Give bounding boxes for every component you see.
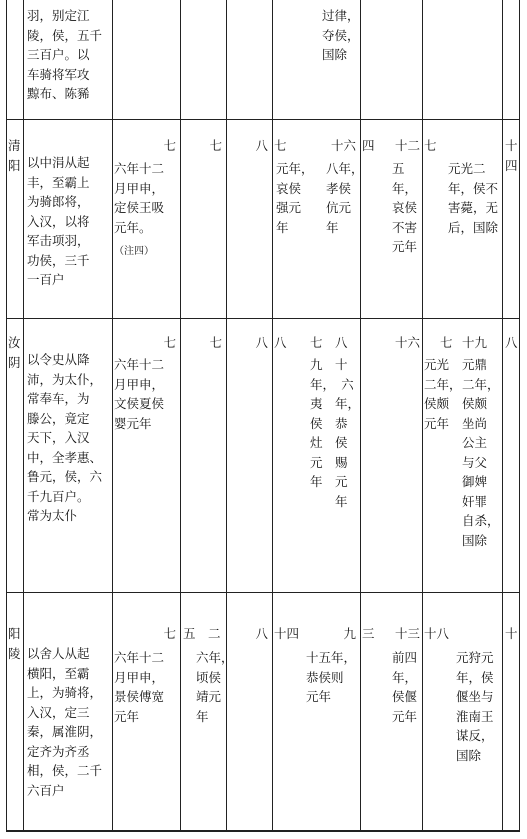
text-line: 夷 年， <box>310 396 361 411</box>
column-rule <box>112 0 113 832</box>
text-line: 常奉车，为 <box>27 391 90 406</box>
text-line: 伉元 <box>326 200 352 215</box>
text-line: 功侯，三千 <box>27 252 90 268</box>
text-line: 鲁元，侯，六 <box>27 469 103 484</box>
jingdi-count: 四 <box>362 138 375 153</box>
column-rule <box>180 0 181 832</box>
text-line: 年 <box>276 219 289 235</box>
text-line: 丰，至霸上 <box>27 174 90 190</box>
reign-cell <box>392 648 417 726</box>
text-line: 元鼎 <box>462 357 488 372</box>
fief-name <box>8 624 21 663</box>
text-line: 为骑郎将， <box>27 194 90 209</box>
text-line: 六年， <box>196 650 234 665</box>
text-line: 一百户 <box>27 272 65 287</box>
text-line: 元年 <box>306 689 332 704</box>
row-rule <box>6 119 520 120</box>
text-line: 陵 <box>8 645 21 661</box>
wendi-count: 七 <box>274 138 287 153</box>
text-line: 上，为骑将， <box>27 685 103 700</box>
text-line: 灶 侯 <box>310 435 348 450</box>
text-line: 六年十二 <box>114 357 165 372</box>
text-line: 孝侯 <box>326 180 352 196</box>
text-line: 年 元 <box>310 474 348 489</box>
reign-cell <box>392 159 417 257</box>
reign-cell <box>456 648 494 765</box>
text-line: 哀侯 <box>392 200 418 215</box>
column-rule <box>502 0 503 832</box>
text-line: 过律， <box>322 8 360 23</box>
text-line: 强元 <box>276 200 302 215</box>
jingdi-count: 三 <box>362 626 375 641</box>
text-line: 阳 <box>8 157 21 173</box>
jingdi-count-2: 十三 <box>394 626 420 641</box>
fief-name <box>8 333 21 372</box>
text-line: 元光二 <box>448 161 486 176</box>
text-line: 六年十二 <box>114 161 165 176</box>
text-line: 自杀， <box>462 513 500 528</box>
text-line: 侯偃 <box>392 689 418 704</box>
text-line: 害薨，无 <box>448 200 499 215</box>
empress-count: 八 <box>255 335 268 350</box>
text-line: 元年 <box>392 239 418 254</box>
text-line: 常为太仆 <box>27 508 78 523</box>
text-line: 天下，入汉 <box>27 430 90 445</box>
text-line: 夺侯， <box>322 27 360 43</box>
empress-count: 八 <box>255 138 268 153</box>
reign-cell <box>424 355 462 433</box>
text-line: 文侯夏侯 <box>114 396 165 411</box>
merit-cell <box>27 644 102 800</box>
reign-cell <box>462 355 500 550</box>
column-rule <box>23 0 24 832</box>
text-line: 月甲申， <box>114 669 165 685</box>
text-line: 年， <box>392 180 418 196</box>
text-line: 哀侯 <box>276 180 302 196</box>
text-line: 年，侯 <box>456 669 494 685</box>
reign-cell <box>310 355 360 511</box>
text-line: 千九百户。 <box>27 488 90 504</box>
text-line: 年 <box>196 708 209 724</box>
text-line: 恭侯则 <box>306 669 344 685</box>
merit-cell <box>27 6 102 104</box>
text-line: 横阳，至霸 <box>27 665 90 681</box>
row-rule <box>6 592 520 593</box>
text-line: 元年 <box>114 708 140 724</box>
text-line: 六百户 <box>27 782 65 798</box>
text-line: 相，侯，二千 <box>27 763 103 778</box>
text-line: 沛，为太仆， <box>27 371 103 387</box>
text-line: 羽，别定江 <box>27 8 90 23</box>
text-line: 年 <box>326 219 339 235</box>
rank-cell: 八 <box>505 335 518 350</box>
huidi-count: 七 <box>209 138 222 153</box>
text-line: 元年 <box>392 708 418 724</box>
text-line: 年，侯不 <box>448 180 499 196</box>
jingdi-count-2: 十二 <box>394 138 420 153</box>
text-line: 国除 <box>322 47 348 62</box>
text-line: 景侯傅宽 <box>114 689 165 704</box>
text-line: 偃坐与 <box>456 689 494 704</box>
column-rule <box>519 0 520 832</box>
reign-cell <box>306 648 356 707</box>
row-rule <box>6 318 520 319</box>
empress-count: 八 <box>255 626 268 641</box>
text-line: 与父 <box>462 454 488 470</box>
huidi-count: 五 二 <box>183 626 221 641</box>
reign-cell <box>326 159 364 237</box>
text-line: 阳 <box>8 626 21 641</box>
wudi-count: 七 <box>424 138 437 153</box>
text-line: 淮南王 <box>456 708 494 724</box>
column-rule <box>6 0 7 832</box>
merit-cell <box>27 350 102 526</box>
column-rule <box>422 0 423 832</box>
fief-name <box>8 136 21 175</box>
text-line: 入汉，定三 <box>27 704 90 720</box>
note-ref: （注四） <box>114 246 154 257</box>
text-line: 元年。 <box>114 219 152 235</box>
column-rule <box>272 0 273 832</box>
reign-cell <box>276 159 314 237</box>
text-line: 公主 <box>462 435 488 450</box>
text-line: 元光 <box>424 357 450 372</box>
reign-cell <box>448 159 498 237</box>
gaozu-count: 七 <box>163 626 176 641</box>
text-line: 军击项羽， <box>27 233 90 248</box>
text-line: 秦，属淮阴， <box>27 724 103 739</box>
reign-cell <box>196 648 234 726</box>
text-line: 元年 <box>424 415 450 431</box>
text-line: 国除 <box>462 532 488 548</box>
text-line: 侯颇 <box>424 396 450 411</box>
text-line: 御婢 <box>462 474 488 489</box>
gaozu-cell <box>114 159 164 237</box>
wendi-count: 十四 <box>274 626 300 641</box>
text-line: 年 <box>310 493 348 509</box>
text-line: 阴 <box>8 354 21 370</box>
gaozu-cell <box>114 355 164 433</box>
rank-cell: 十 <box>505 626 518 641</box>
text-line: 车骑将军攻 <box>27 66 90 82</box>
text-line: 定侯王吸 <box>114 200 165 215</box>
rank-cell: 十四 <box>505 138 518 173</box>
text-line: 婴元年 <box>114 415 152 431</box>
reign-cell <box>322 6 360 65</box>
text-line: 靖元 <box>196 689 222 704</box>
wudi-count-2: 十九 <box>462 335 488 350</box>
gaozu-cell <box>114 648 164 726</box>
jingdi-count-2: 十六 <box>394 335 420 350</box>
text-line: 以中涓从起 <box>27 155 90 170</box>
huidi-count: 七 <box>209 335 222 350</box>
text-line: 月甲申， <box>114 376 165 392</box>
row-rule <box>6 830 520 832</box>
text-line: 年， 六 <box>310 376 354 392</box>
text-line: 国除 <box>456 747 482 763</box>
text-line: 元年， <box>276 161 314 176</box>
text-line: 三百户。以 <box>27 47 90 62</box>
text-line: 十五年， <box>306 650 357 665</box>
text-line: 汝 <box>8 335 21 350</box>
text-line: 定齐为齐丞 <box>27 743 90 759</box>
text-line: 元狩元 <box>456 650 494 665</box>
text-line: 黥布、陈豨 <box>27 86 90 101</box>
gaozu-count: 七 <box>163 138 176 153</box>
text-line: 二年， <box>462 376 500 392</box>
wendi-count-2: 十六 <box>330 138 356 153</box>
text-line: 前四 <box>392 650 418 665</box>
text-line: 二年， <box>424 376 462 392</box>
text-line: 年， <box>392 669 418 685</box>
text-line: 陵，侯，五千 <box>27 27 103 43</box>
text-line: 不害 <box>392 219 418 235</box>
text-line: 滕公，竟定 <box>27 410 90 426</box>
column-rule <box>360 0 361 832</box>
text-line: 侯 恭 <box>310 415 348 431</box>
merit-cell <box>27 153 90 290</box>
text-line: 中，全孝惠、 <box>27 449 103 465</box>
text-line: 奸罪 <box>462 493 488 509</box>
text-line: 八年， <box>326 161 364 176</box>
text-line: 以令史从降 <box>27 352 90 367</box>
gaozu-count: 七 <box>163 335 176 350</box>
text-line: 后，国除 <box>448 219 499 235</box>
text-line: 侯颇 <box>462 396 488 411</box>
wudi-count: 七 <box>440 335 453 350</box>
text-line: 六年十二 <box>114 650 165 665</box>
text-line: 九 十 <box>310 357 348 372</box>
wendi-count-2: 七 八 <box>310 335 348 350</box>
wudi-count: 十八 <box>424 626 450 641</box>
text-line: 五 <box>392 161 405 176</box>
text-line: 谋反， <box>456 728 494 743</box>
text-line: 以舍人从起 <box>27 646 90 661</box>
text-line: 清 <box>8 138 21 153</box>
text-line: 顷侯 <box>196 669 222 685</box>
text-line: 月甲申， <box>114 180 165 196</box>
wendi-count: 八 <box>274 335 287 350</box>
wendi-count-2: 九 <box>343 626 356 641</box>
text-line: 元 赐 <box>310 454 348 470</box>
text-line: 坐尚 <box>462 415 488 431</box>
text-line: 入汉，以将 <box>27 213 90 229</box>
